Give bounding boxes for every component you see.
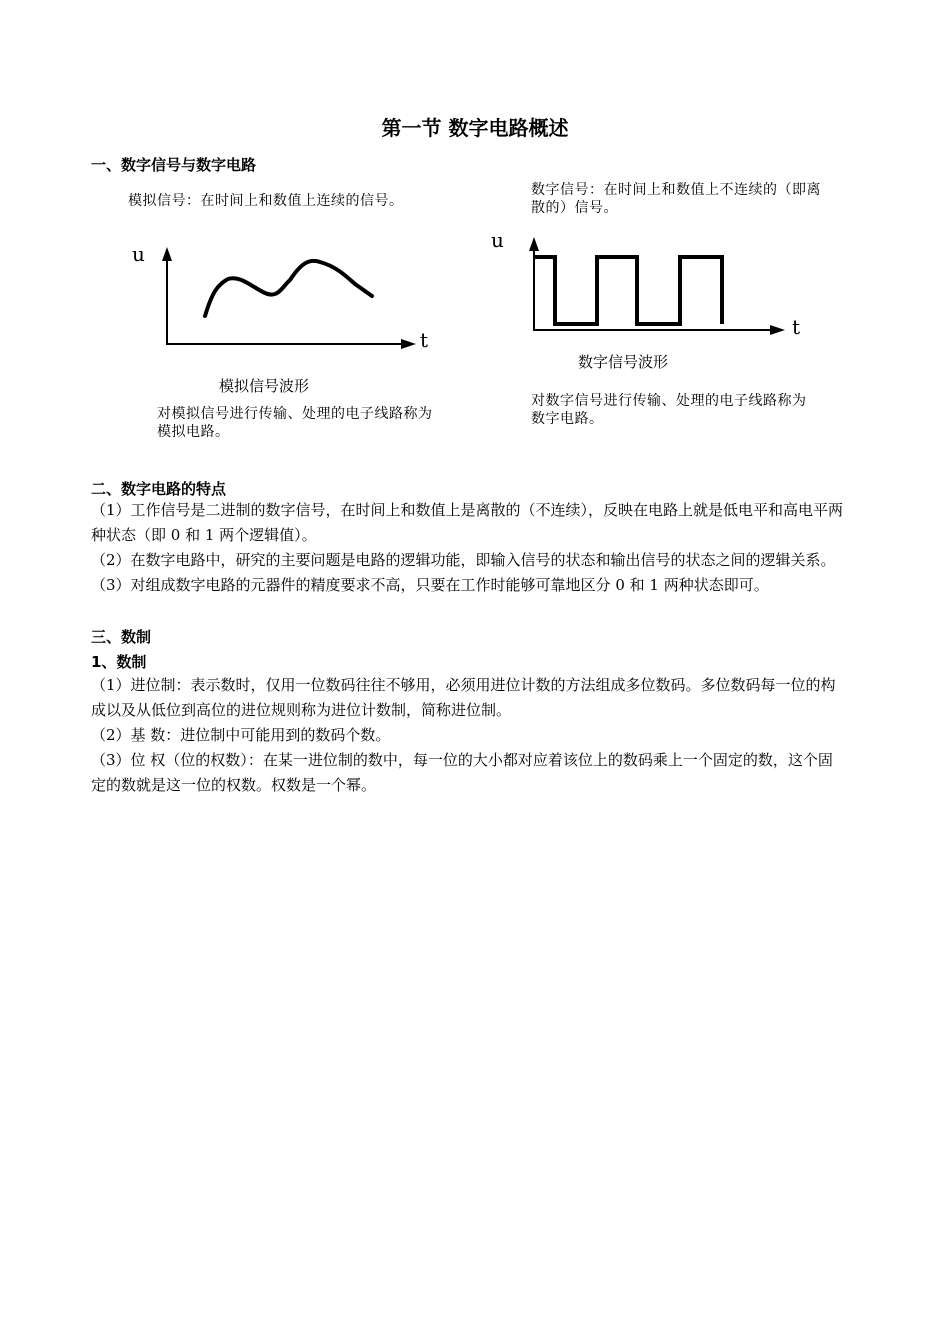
section2-body [91,498,846,598]
section2-point-1: （1）工作信号是二进制的数字信号，在时间上和数值上是离散的（不连续），反映在电路上就是低电平和高电平两种状态（即 0 和 1 两个逻辑值）。 [91,501,844,544]
digital-axis-u-label: u [491,228,504,252]
digital-circuit-definition: 对数字信号进行传输、处理的电子线路称为数字电路。 [531,393,807,427]
digital-definition: 数字信号：在时间上和数值上不连续的（即离散的）信号。 [531,182,821,216]
page-title: 第一节 数字电路概述 [381,116,569,140]
analog-axis-t-label: t [420,328,429,352]
section3-heading: 三、数制 [91,628,152,646]
section2-heading: 二、数字电路的特点 [91,480,227,498]
analog-waveform-figure [120,235,440,360]
digital-signal-square-wave [535,257,722,324]
section1-heading: 一、数字信号与数字电路 [91,156,257,174]
digital-axis-t-label: t [792,315,801,339]
section3-body [91,673,846,798]
analog-signal-curve [205,261,372,316]
analog-axis-u-label: u [132,242,145,266]
section3-point-1: （1）进位制：表示数时，仅用一位数码往往不够用，必须用进位计数的方法组成多位数码。多位数码每一位的构成以及从低位到高位的进位规则称为进位计数制，简称进位制。 [91,676,836,719]
digital-waveform-figure [485,225,815,345]
section3-subheading: 1、数制 [91,653,147,671]
analog-circuit-definition: 对模拟信号进行传输、处理的电子线路称为模拟电路。 [157,406,433,440]
section3-point-2: （2）基 数：进位制中可能用到的数码个数。 [91,726,391,744]
digital-y-arrow [529,237,539,251]
analog-definition: 模拟信号：在时间上和数值上连续的信号。 [128,193,404,209]
analog-x-arrow [401,339,416,349]
analog-waveform-caption: 模拟信号波形 [219,377,310,395]
digital-waveform-caption: 数字信号波形 [578,353,669,371]
section3-point-3: （3）位 权（位的权数）：在某一进位制的数中，每一位的大小都对应着该位上的数码乘上一个固定的数，这个固定的数就是这一位的权数。权数是一个幂。 [91,751,833,794]
section2-point-2: （2）在数字电路中，研究的主要问题是电路的逻辑功能，即输入信号的状态和输出信号的状态之间的逻辑关系。 [91,551,836,569]
section2-point-3: （3）对组成数字电路的元器件的精度要求不高，只要在工作时能够可靠地区分 0 和 1 两种状态即可。 [91,576,769,594]
analog-y-arrow [162,247,172,261]
digital-x-arrow [770,325,785,335]
